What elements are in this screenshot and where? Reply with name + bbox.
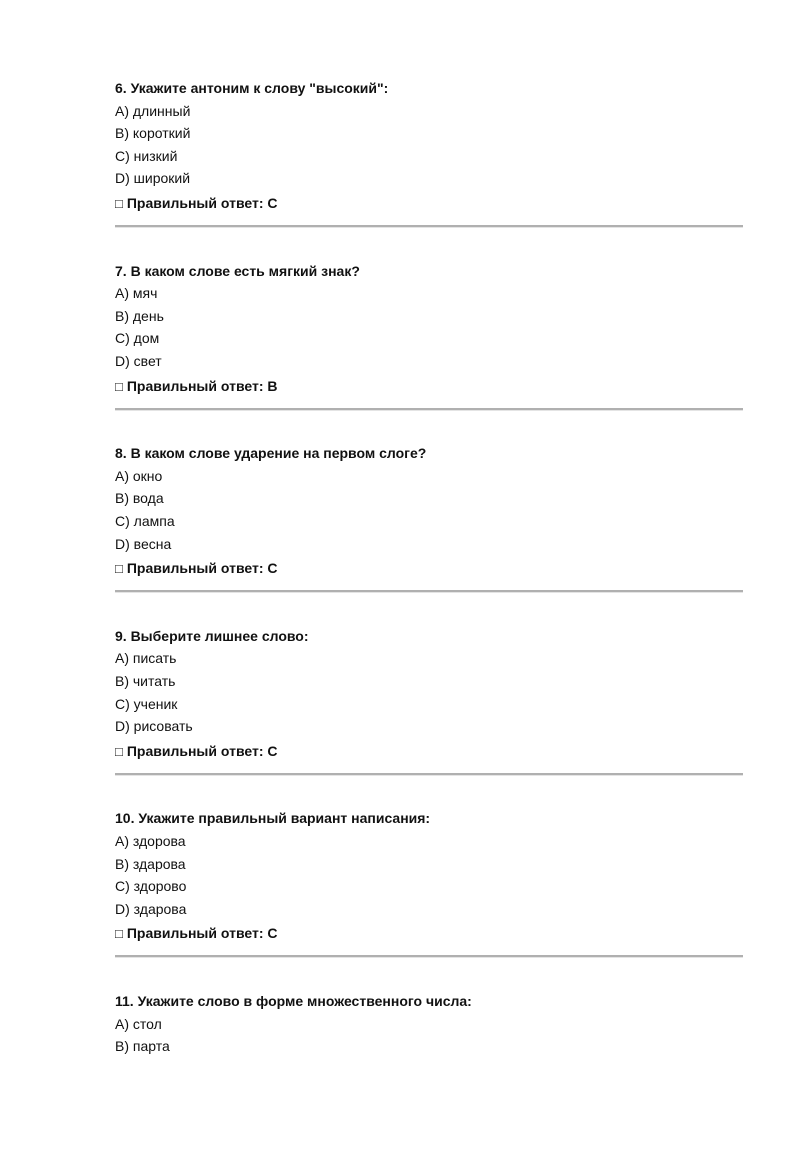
option-c: C) ученик xyxy=(115,695,178,712)
missing-glyph-icon: □ xyxy=(115,926,123,942)
question-title: 8. В каком слове ударение на первом слоге? xyxy=(115,445,427,462)
option-b: B) читать xyxy=(115,672,176,689)
separator-line xyxy=(115,590,743,593)
question-9 xyxy=(115,625,743,808)
option-d: D) свет xyxy=(115,352,162,369)
separator-line xyxy=(115,408,743,411)
question-title: 9. Выберите лишнее слово: xyxy=(115,627,309,644)
separator-line xyxy=(115,955,743,958)
question-title: 7. В каком слове есть мягкий знак? xyxy=(115,262,360,279)
question-7 xyxy=(115,260,743,443)
separator-line xyxy=(115,773,743,776)
option-b: B) парта xyxy=(115,1038,170,1055)
correct-answer-text: Правильный ответ: C xyxy=(126,742,278,759)
option-c: C) здорово xyxy=(115,878,187,895)
option-a: A) писать xyxy=(115,650,177,667)
option-a: A) мяч xyxy=(115,285,158,302)
missing-glyph-icon: □ xyxy=(115,743,123,759)
correct-answer xyxy=(115,920,743,946)
correct-answer-text: Правильный ответ: C xyxy=(126,560,278,577)
option-d: D) широкий xyxy=(115,170,191,187)
option-d: D) рисовать xyxy=(115,718,193,735)
question-title: 10. Укажите правильный вариант написания: xyxy=(115,810,431,827)
option-d: D) здарова xyxy=(115,900,187,917)
option-b: B) день xyxy=(115,307,164,324)
option-b: B) здарова xyxy=(115,855,186,872)
correct-answer xyxy=(115,555,743,581)
option-a: A) стол xyxy=(115,1015,162,1032)
option-d: D) весна xyxy=(115,535,172,552)
option-c: C) дом xyxy=(115,330,160,347)
option-a: A) здорова xyxy=(115,832,186,849)
correct-answer-text: Правильный ответ: C xyxy=(126,194,278,211)
question-title: 6. Укажите антоним к слову "высокий": xyxy=(115,80,389,96)
option-a: A) окно xyxy=(115,467,163,484)
quiz-page xyxy=(115,77,743,1173)
question-6 xyxy=(115,77,743,260)
correct-answer xyxy=(115,190,743,216)
option-c: C) низкий xyxy=(115,147,178,164)
option-a: A) длинный xyxy=(115,102,191,119)
separator-line xyxy=(115,225,743,228)
question-title: 11. Укажите слово в форме множественного числа: xyxy=(115,992,472,1009)
question-10 xyxy=(115,807,743,990)
missing-glyph-icon: □ xyxy=(115,561,123,577)
missing-glyph-icon: □ xyxy=(115,195,123,211)
question-8 xyxy=(115,442,743,625)
correct-answer-text: Правильный ответ: B xyxy=(126,377,278,394)
option-c: C) лампа xyxy=(115,512,175,529)
correct-answer xyxy=(115,373,743,399)
question-11 xyxy=(115,990,743,1173)
option-b: B) короткий xyxy=(115,125,191,142)
correct-answer-text: Правильный ответ: C xyxy=(126,925,278,942)
option-b: B) вода xyxy=(115,490,164,507)
missing-glyph-icon: □ xyxy=(115,378,123,394)
correct-answer xyxy=(115,738,743,764)
